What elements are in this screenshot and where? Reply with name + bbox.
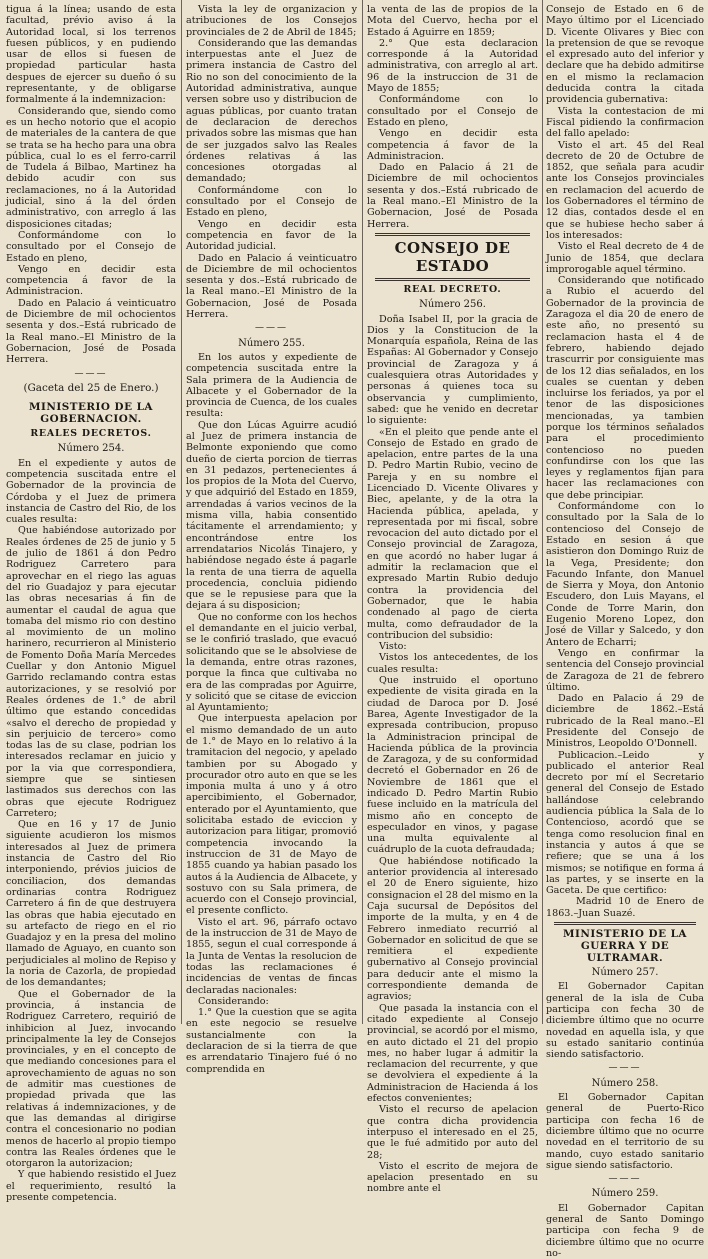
section-rule	[375, 278, 530, 281]
column-rule	[542, 0, 543, 1024]
paragraph: Vista la ley de organizacion y atribuciones de los Consejos provinciales de 2 de Abril de 1845;	[186, 4, 357, 38]
column-rule	[362, 0, 363, 1024]
ministry-heading: MINISTERIO DE LA GUERRA Y DE ULTRAMAR.	[563, 928, 687, 965]
paragraph: Vengo en decidir esta competencia á favor de la Administracion.	[6, 263, 176, 298]
separator: ———	[608, 1063, 642, 1074]
paragraph: 1.° Que la cuestion que se agita en este negocio se resuelve sustancialmente con la declaracion de si la tierra de que es arrendatario Tinajero fué ó no comprendida en	[186, 1007, 357, 1075]
paragraph: Que habiéndose notificado la anterior providencia al interesado el 20 de Enero siguiente, hizo consignacion el 28 del mismo en la Caja sucursal de Depósitos del importe de la multa, y en 4 de Febrero inmediato recurrió al Gobernador en solicitud de que se remitiera el expediente gubernativo al Consejo provincial para deducir ante el mismo la correspondiente demanda de agravios;	[367, 855, 538, 1003]
paragraph: Vengo en decidir esta competencia en favor de la Autoridad judicial.	[186, 218, 357, 253]
paragraph: Dado en Palacio á veinticuatro de Diciembre de mil ochocientos sesenta y dos.–Está rubricado de la Real mano.–El Ministro de la Gobernacion, José de Posada Herrera.	[186, 252, 357, 321]
paragraph: Visto el art. 96, párrafo octavo de la instruccion de 31 de Mayo de 1855, segun el cual corresponde á la Junta de Ventas la resolucion de todas las reclamaciones é incidencias de ventas de fincas declaradas nacionales:	[186, 916, 357, 996]
paragraph: «En el pleito que pende ante el Consejo de Estado en grado de apelacion, entre partes de la una D. Pedro Martin Rubio, vecino de Pareja y en su nombre el Licenciado D. Vicente Olivares y Biec, apelante, y de la otra la Hacienda pública, apelada, y representada por mi fiscal, sobre revocacion del auto dictado por el Consejo provincial de Zaragoza, en que acordó no haber lugar á admitir la reclamacion que el expresado Martin Rubio dedujo contra la providencia del Gobernador, que le habia condenado al pago de cierta multa, como defraudador de la contribucion del subsidio:	[367, 426, 538, 641]
paragraph: Considerando que las demandas interpuestas ante el Juez de primera instancia de Castro del Rio no son del conocimiento de la Autoridad administrativa, aunque versen sobre uso y distribucion de aguas públicas, por cuanto tratan de declaracion de derechos privados sobre las mismas que han de ser juzgados salvo las Reales órdenes relativas á las concesiones otorgadas al demandado;	[186, 37, 357, 185]
separator: ———	[608, 1174, 642, 1185]
paragraph: Que habiéndose autorizado por Reales órdenes de 25 de junio y 5 de julio de 1861 á don Pedro Rodriguez Carretero para aprovechar en el riego las aguas del rio Guadajoz y para ejecutar las obras necesarias á fin de aumentar el caudal de agua que tomaba del mismo rio con destino al movimiento de un molino harinero, recurrieron al Ministerio de Fomento Doña María Mercedes Cuellar y don Antonio Miguel Garrido reclamando contra estas autorizaciones, y se resolvió por Reales órdenes de 1.° de abril último que estando concedidas «salvo el derecho de propiedad y sin perjuicio de tercero» como todas las de su clase, podrian los interesados reclamar en juicio y por la via que correspondiera, siempre que se sintiesen lastimados sus derechos con las obras que ejecute Rodriguez Carretero;	[6, 525, 176, 819]
paragraph: Visto el escrito de mejora de apelacion presentado en su nombre ante el	[367, 1160, 538, 1195]
paragraph: El Gobernador Capitan general de Puerto-Rico participa con fecha 16 de diciembre último que no ocurre novedad en el territorio de su mando, cuyo estado sanitario sigue siendo satisfactorio.	[546, 1092, 704, 1171]
paragraph: 2.° Que esta declaracion corresponde á la Autoridad administrativa, con arreglo al art. 96 de la instruccion de 31 de Mayo de 1855;	[367, 37, 538, 95]
council-heading: CONSEJO DE ESTADO	[394, 238, 511, 275]
paragraph: Conformándome con lo consultado por el Consejo de Estado en pleno,	[367, 94, 538, 128]
paragraph: En el expediente y autos de competencia suscitada entre el Gobernador de la provincia de Córdoba y el Juez de primera instancia de Castro del Rio, de los cuales resulta:	[6, 457, 176, 526]
paragraph: Vista la contestacion de mi Fiscal pidiendo la confirmacion del fallo apelado:	[546, 105, 704, 140]
paragraph: la venta de las de propios de la Mota del Cuervo, hecha por el Estado á Aguirre en 1859;	[367, 4, 538, 38]
paragraph: Consejo de Estado en 6 de Mayo último por el Licenciado D. Vicente Olivares y Biec con la pretension de que se revoque el expresado auto del inferior y declare que ha debido admitirse en el mismo la reclamacion deducida contra la citada providencia gubernativa:	[546, 4, 704, 106]
paragraph: Considerando:	[198, 995, 269, 1007]
section-rule	[554, 922, 696, 925]
paragraph: Visto el art. 45 del Real decreto de 20 de Octubre de 1852, que señala para acudir ante los Consejos provinciales en reclamacion del acuerdo de los Gobernadores el término de 12 dias, contados desde el en que se hubiese hecho saber á los interesados:	[546, 139, 704, 241]
separator: ———	[255, 323, 288, 334]
decree-number: Número 254.	[57, 443, 125, 455]
decree-number: Número 256.	[419, 299, 486, 311]
paragraph: Doña Isabel II, por la gracia de Dios y la Constitucion de la Monarquía española, Reina de las Españas: Al Gobernador y Consejo provincial de Zaragoza y á cualesquiera otras Autoridades y personas á quienes toca su observancia y cumplimiento, sabed: que he venido en decretar lo siguiente:	[367, 313, 538, 427]
paragraph: tigua á la línea; usando de esta facultad, prévio aviso á la Autoridad local, si los terrenos fuesen públicos, y en pudiendo usar de ellos si fuesen de propiedad particular hasta despues de ejercer su dueño ó su representante, y de obligarse formalmente á la indemnizacion:	[6, 4, 176, 106]
paragraph: Vengo en confirmar la sentencia del Consejo provincial de Zaragoza de 21 de febrero último.	[546, 647, 704, 693]
paragraph: Visto:	[379, 641, 407, 653]
paragraph: Que pasada la instancia con el citado expediente al Consejo provincial, se acordó por el mismo, en auto dictado el 21 del propio mes, no haber lugar á admitir la reclamacion del recurrente, y que se devolviera el expediente á la Administracion de Hacienda á los efectos convenientes;	[367, 1002, 538, 1105]
paragraph: Que no conforme con los hechos el demandante en el juicio verbal, se le confirió traslado, que evacuó solicitando que se le absolviese de la demanda, entre otras razones, porque la finca que cultivaba no era de las compradas por Aguirre, y solicitó que se citase de eviccion al Ayuntamiento;	[186, 611, 357, 714]
paragraph: En los autos y expediente de competencia suscitada entre la Sala primera de la Audiencia de Albacete y el Gobernador de la provincia de Cuenca, de los cuales resulta:	[186, 351, 357, 420]
paragraph: Conformándome con lo consultado por la Sala de lo contencioso del Consejo de Estado en sesion á que asistieron don Domingo Ruiz de la Vega, Presidente; don Facundo Infante, don Manuel de Sierra y Moya, don Antonio Escudero, don Luis Mayans, el Conde de Torre Marin, don Eugenio Moreno Lopez, don José de Villar y Salcedo, y don Antero de Echarri;	[546, 501, 704, 648]
paragraph: Dado en Palacio á 29 de diciembre de 1862.–Está rubricado de la Real mano.–El Presidente del Consejo de Ministros, Leopoldo O'Donnell.	[546, 693, 704, 750]
paragraph: Vistos los antecedentes, de los cuales resulta:	[367, 652, 538, 675]
separator: ———	[74, 368, 108, 379]
paragraph: Que el Gobernador de la provincia, á instancia de Rodriguez Carretero, requirió de inhibicion al Juez, invocando principalmente la ley de Consejos provinciales, y en el concepto de que mediando concesiones para el aprovechamiento de aguas no son de admitir mas cuestiones de propiedad privada que las relativas á indemnizaciones, y de que las demandas al dirigirse contra el concesionario no podian menos de hacerlo al propio tiempo contra las Reales órdenes que le otorgaron la autorizacion;	[6, 988, 176, 1170]
section-subheading: REALES DECRETOS.	[30, 428, 152, 440]
paragraph: Visto el Real decreto de 4 de Junio de 1854, que declara improrogable aquel término.	[546, 241, 704, 275]
paragraph: Que en 16 y 17 de Junio siguiente acudieron los mismos interesados al Juez de primera instancia de Castro del Rio interponiendo, prévios juicios de conciliacion, dos demandas ordinarias contra Rodriguez Carretero á fin de que destruyera las obras que habia ejecutado en su artefacto de riego en el rio Guadajoz y en la presa del molino llamado de Aguayo, en cuanto son perjudiciales al molino de Repiso y la noria de Cazorla, de propiedad de los demandantes;	[6, 819, 176, 989]
paragraph: Y que habiendo resistido el Juez el requerimiento, resultó la presente competencia.	[6, 1169, 176, 1203]
paragraph: Dado en Palacio á 21 de Diciembre de mil ochocientos sesenta y dos.–Está rubricado de la Real mano.–El Ministro de la Gobernacion, José de Posada Herrera.	[367, 162, 538, 230]
decree-number: Número 258.	[591, 1077, 659, 1089]
section-subheading: REAL DECRETO.	[403, 283, 502, 295]
column-4	[546, 4, 704, 1259]
paragraph: Dado en Palacio á veinticuatro de Diciembre de mil ochocientos sesenta y dos.–Está rubricado de la Real mano.–El Ministro de la Gobernacion, José de Posada Herrera.	[6, 297, 176, 366]
ministry-heading: MINISTERIO DE LA GOBERNACION.	[29, 401, 153, 426]
gaceta-note: (Gaceta del 25 de Enero.)	[23, 381, 159, 394]
column-1	[6, 4, 176, 1203]
paragraph: Publicacion.–Leido y publicado el anterior Real decreto por mí el Secretario general del Consejo de Estado hallándose celebrando audiencia pública la Sala de lo Contencioso, acordó que se tenga como resolucion final en instancia y autos á que se refiere; que se una á los mismos; se notifique en forma á las partes, y se inserte en la Gaceta. De que certifico:	[546, 749, 704, 897]
signature-line: Madrid 10 de Enero de 1863.–Juan Suazé.	[546, 896, 704, 919]
column-2	[186, 4, 357, 1075]
paragraph: Que instruido el oportuno expediente de visita girada en la ciudad de Daroca por D. José Barea, Agente Investigador de la expresada contribucion, propuso la Administracion principal de Hacienda pública de la provincia de Zaragoza, y de su conformidad decretó el Gobernador en 26 de Noviembre de 1861 que el indicado D. Pedro Martin Rubio fuese incluido en la matrícula del mismo año en concepto de especulador en vinos, y pagase una multa equivalente al cuádruplo de la cuota defraudada;	[367, 675, 538, 856]
paragraph: Conformándome con lo consultado por el Consejo de Estado en pleno,	[6, 229, 176, 264]
paragraph: El Gobernador Capitan general de Santo Domingo participa con fecha 9 de diciembre último que no ocurre no-	[546, 1202, 704, 1259]
paragraph: Que don Lúcas Aguirre acudió al Juez de primera instancia de Belmonte exponiendo que como dueño de cierta porcion de tierras en 31 pedazos, pertenecientes á los propios de la Mota del Cuervo, y que adquirió del Estado en 1859, arrendadas á varios vecinos de la misma villa, habia consentido tácitamente el arrendamiento; y encontrándose entre los arrendatarios Nicolás Tinajero, y habiéndose negado éste á pagarle la renta de una tierra de aquella procedencia, concluia pidiendo que se le repusiese para que la dejara á su disposicion;	[186, 419, 357, 612]
decree-number: Número 259.	[591, 1188, 659, 1200]
column-3	[367, 4, 538, 1195]
paragraph: Vengo en decidir esta competencia á favor de la Administracion.	[367, 128, 538, 162]
paragraph: El Gobernador Capitan general de la isla de Cuba participa con fecha 30 de diciembre último que no ocurre novedad en aquella isla, y que su estado sanitario continúa siendo satisfactorio.	[546, 981, 704, 1061]
paragraph: Considerando que notificado a Rubio el acuerdo del Gobernador de la provincia de Zaragoza el dia 20 de enero de este año, no presentó su reclamacion hasta el 4 de febrero, habiendo dejado trascurrir por consiguiente mas de los 12 dias señalados, en los cuales se cuentan y deben incluirse los feriados, ya por el tenor de las disposiciones mencionadas, ya tambien porque los términos señalados para el procedimiento contencioso no pueden confundirse con los que las leyes y reglamentos fijan para hacer las reclamaciones con que debe principiar.	[546, 275, 704, 501]
paragraph: Considerando que, siendo como es un hecho notorio que el acopio de materiales de la cantera de que se trata se ha hecho para una obra pública, cual lo es el ferro-carril de Tudela á Bilbao, Martinez ha debido acudir con sus reclamaciones, no á la Autoridad judicial, sino á la del órden administrativo, con arreglo á las disposiciones citadas;	[6, 105, 176, 230]
column-rule	[181, 0, 182, 1024]
paragraph: Que interpuesta apelacion por el mismo demandado de un auto de 1.° de Mayo en lo relativo á la tramitacion del negocio, y apelado tambien por su Abogado y procurador otro auto en que se les imponia multa á uno y á otro apercibimiento, el Gobernador, enterado por el Ayuntamiento, que solicitaba estado de eviccion y autorizacion para litigar, promovió competencia invocando la instruccion de 31 de Mayo de 1855 cuando ya habian pasado los autos á la Audiencia de Albacete, y sostuvo con su Sala primera, de acuerdo con el Consejo provincial, el presente conflicto.	[186, 713, 357, 917]
paragraph: Visto el recurso de apelacion que contra dicha providencia interpuso el interesado en el 25, que le fué admitido por auto del 28;	[367, 1104, 538, 1161]
decree-number: Número 257.	[591, 967, 659, 979]
section-rule	[375, 233, 530, 236]
paragraph: Conformándome con lo consultado por el Consejo de Estado en pleno,	[186, 184, 357, 219]
decree-number: Número 255.	[238, 337, 305, 349]
